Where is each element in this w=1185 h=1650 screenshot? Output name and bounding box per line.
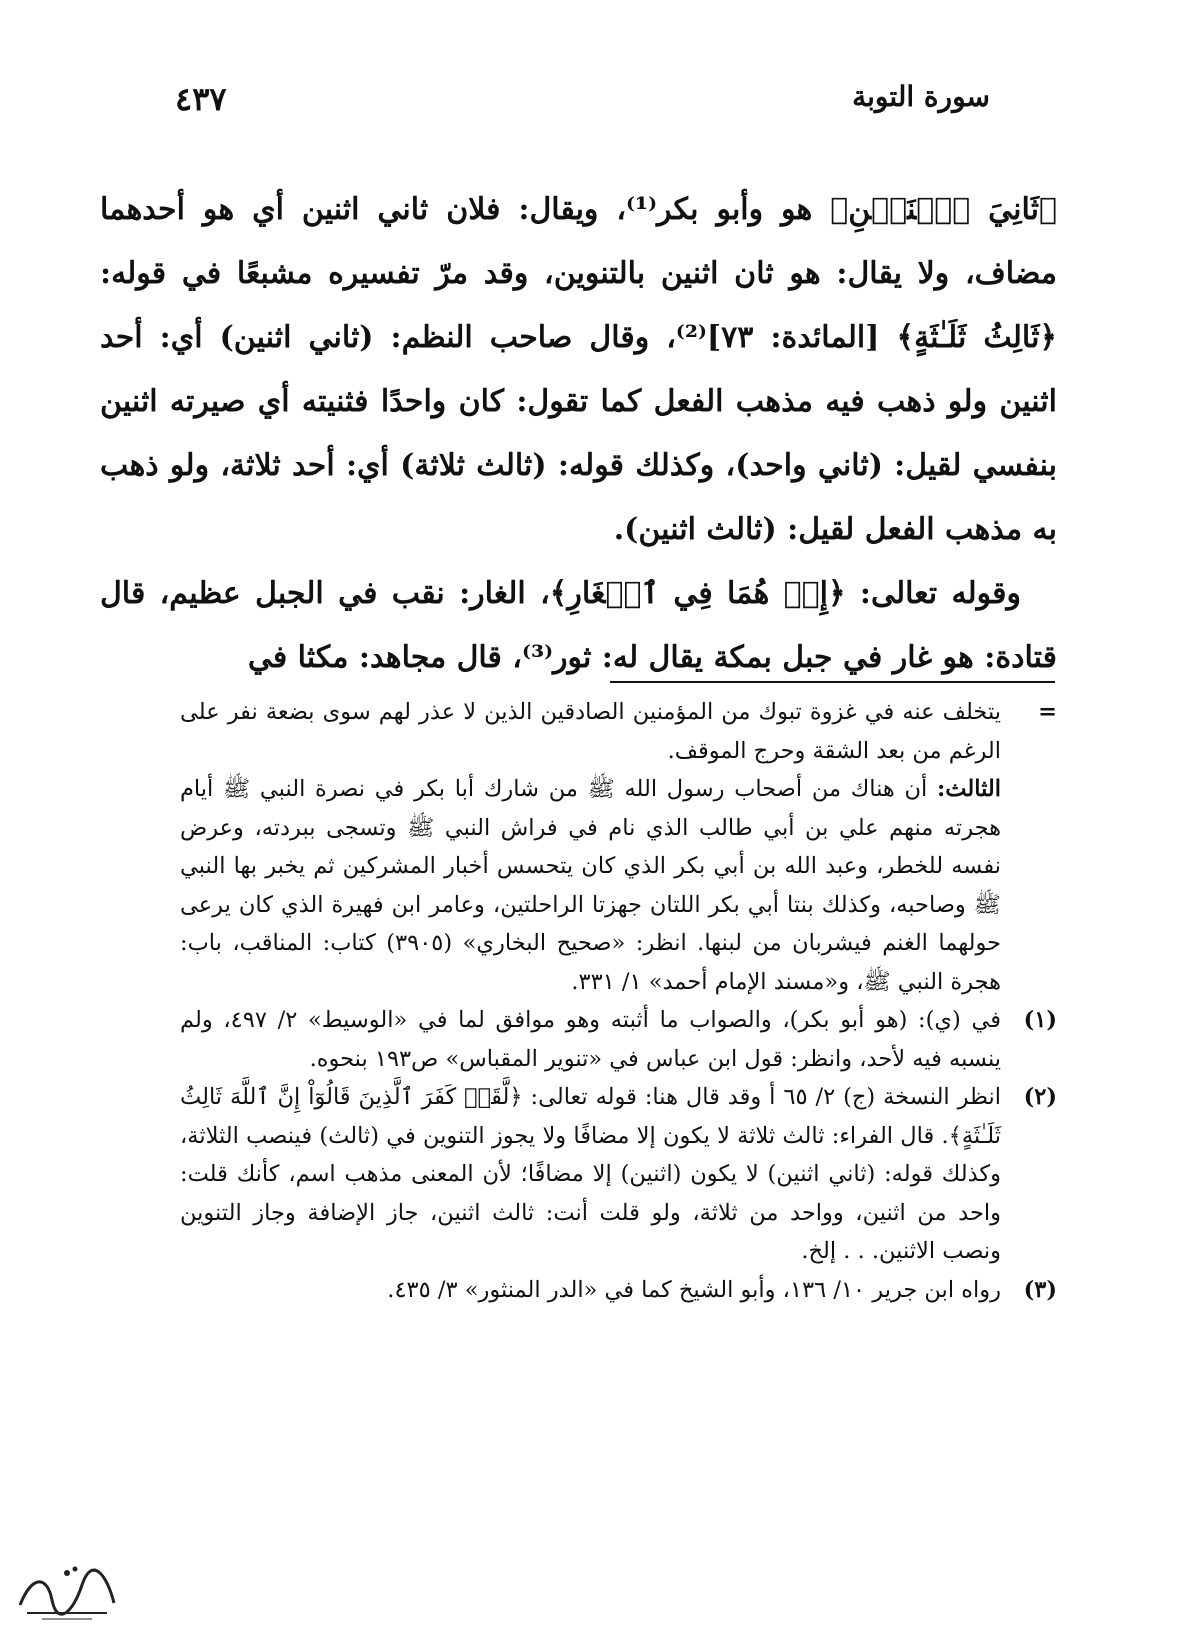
- page-number: ٤٣٧: [175, 80, 227, 118]
- footnote-marker: (١): [1023, 1007, 1057, 1033]
- footnote-text: في (ي): (هو أبو بكر)، والصواب ما أثبته وهو موافق لما في «الوسيط» ٢/ ٤٩٧، ولم ينسبه فيه لأحد، وانظر: قول ابن عباس في «تنوير المقباس» ص١٩٣ بنحوه.: [180, 1007, 1001, 1072]
- footnote-3: [180, 1271, 1057, 1310]
- main-paragraph: ﴿ثَانِيَ ٱثۡنَيۡنِ﴾ هو وأبو بكر⁽¹⁾، ويقال: فلان ثاني اثنين أي هو أحدهما مضاف، ولا يقال: هو ثان اثنين بالتنوين، وقد مرّ تفسيره مشبعًا في قوله: ﴿ثَالِثُ ثَلَـٰثَةٍ﴾ [المائدة: ٧٣]⁽²⁾، وقال صاحب النظم: (ثاني اثنين) أي: أحد اثنين ولو ذهب فيه مذهب الفعل كما تقول: كان واحدًا فثنيته أي صيرته اثنين بنفسي لقيل: (ثاني واحد)، وكذلك قوله: (ثالث ثلاثة) أي: أحد ثلاثة، ولو ذهب به مذهب الفعل لقيل: (ثالث اثنين).: [100, 192, 1057, 547]
- footnote-text: أن هناك من أصحاب رسول الله ﷺ من شارك أبا بكر في نصرة النبي ﷺ أيام هجرته منهم علي بن أبي طالب الذي نام في فراش النبي ﷺ وتسجى ببردته، وعرض نفسه للخطر، وعبد الله بن أبي بكر الذي كان يتحسس أخبار المشركين ثم يخبر بها النبي ﷺ وصاحبه، وكذلك بنتا أبي بكر اللتان جهزتا الراحلتين، وعامر ابن فهيرة الذي كان يرعى حولهما الغنم فيشربان من لبنها. انظر: «صحيح البخاري» (٣٩٠٥) كتاب: المناقب، باب: هجرة النبي ﷺ، و«مسند الإمام أحمد» ١/ ٣٣١.: [180, 776, 1002, 995]
- page-header: [175, 80, 990, 130]
- footnote-2: [180, 1078, 1057, 1271]
- main-paragraph: وقوله تعالى: ﴿إِذۡ هُمَا فِي ٱلۡغَارِ﴾، الغار: نقب في الجبل عظيم، قال قتادة: هو غار في جبل بمكة يقال له: ثور⁽³⁾، قال مجاهد: مكثا في: [100, 576, 1057, 675]
- footnotes: [180, 693, 1057, 1309]
- footnote-marker: (٢): [1023, 1084, 1057, 1110]
- footnote-lead: الثالث:: [936, 776, 1001, 802]
- footnote-text: انظر النسخة (ج) ٢/ ٦٥ أ وقد قال هنا: قوله تعالى: ﴿لَّقَدۡ كَفَرَ ٱلَّذِينَ قَالُوٓاْ إِنَّ ٱللَّهَ ثَالِثُ ثَلَـٰثَةٍ﴾. قال الفراء: ثالث ثلاثة لا يكون إلا مضافًا ولا يجوز التنوين في (ثالث) فينصب الثلاثة، وكذلك قوله: (ثاني اثنين) لا يكون (اثنين) إلا مضافًا؛ لأن المعنى مذهب اسم، كأنك قلت: واحد من اثنين، وواحد من ثلاثة، ولو قلت أنت: ثالث اثنين، جاز الإضافة وجاز التنوين ونصب الاثنين. . . إلخ.: [180, 1084, 1002, 1264]
- footnote-continuation: [180, 693, 1057, 770]
- continuation-marker: =: [1038, 699, 1057, 725]
- surah-title: سورة التوبة: [852, 80, 990, 113]
- footnote-marker: (٣): [1023, 1276, 1057, 1303]
- main-text: [100, 178, 1057, 690]
- footnote-1: [180, 1001, 1057, 1078]
- footnote-third-point: [180, 770, 1057, 1001]
- footnote-divider: [610, 681, 1055, 683]
- footnote-text: يتخلف عنه في غزوة تبوك من المؤمنين الصادقين الذين لا عذر لهم سوى بضعة نفر على الرغم من بعد الشقة وحرج الموقف.: [180, 699, 1002, 764]
- footnote-text: رواه ابن جرير ١٠/ ١٣٦، وأبو الشيخ كما في «الدر المنثور» ٣/ ٤٣٥.: [387, 1276, 1001, 1303]
- publisher-logo: [12, 1555, 122, 1625]
